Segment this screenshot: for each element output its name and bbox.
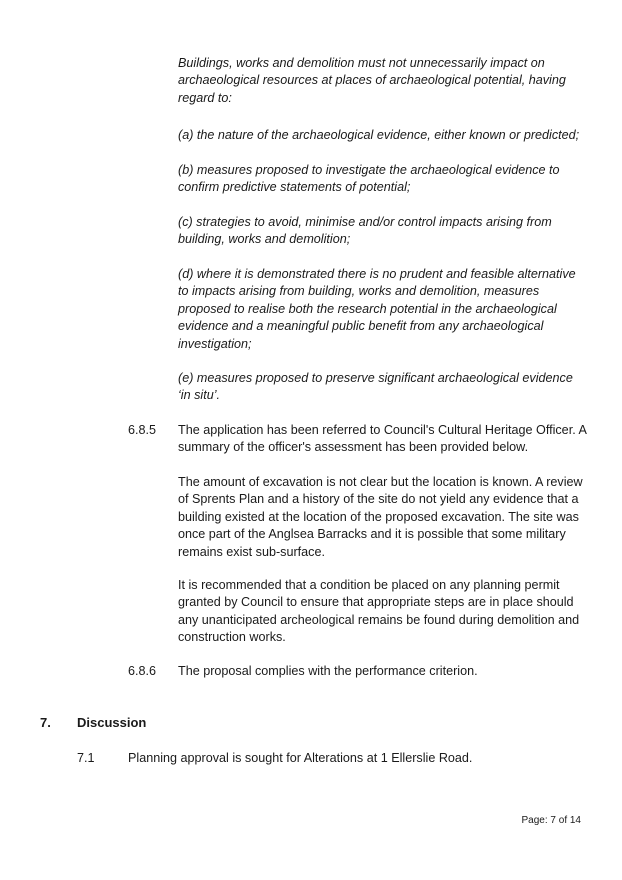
criterion-item-a: (a) the nature of the archaeological evidence, either known or predicted; bbox=[178, 128, 580, 142]
section-6-8-6-text: The proposal complies with the performance criterion. bbox=[178, 664, 478, 678]
section-7-number: 7. bbox=[40, 715, 51, 730]
section-number-6-8-5: 6.8.5 bbox=[128, 423, 157, 437]
section-6-8-5-text: The application has been referred to Council's Cultural Heritage Officer. A summary of the officer's assessment has been provided below. bbox=[178, 423, 587, 455]
page-number: Page: 7 of 14 bbox=[521, 815, 581, 826]
criterion-item-e: (e) measures proposed to preserve significant archaeological evidence ‘in situ’. bbox=[178, 371, 573, 403]
criterion-item-b: (b) measures proposed to investigate the archaeological evidence to confirm predictive statements of potential; bbox=[178, 163, 560, 195]
section-7-1-text: Planning approval is sought for Alterations at 1 Ellerslie Road. bbox=[128, 751, 473, 765]
officer-recommendation-paragraph: It is recommended that a condition be placed on any planning permit granted by Council to ensure that appropriate steps are in place should any unanticipated archeological remains be found during demolition and construction works. bbox=[178, 578, 580, 645]
officer-assessment-paragraph: The amount of excavation is not clear but the location is known. A review of Sprents Plan and a history of the site do not yield any evidence that a building existed at the location of the proposed excavation. The site was once part of the Anglsea Barracks and it is possible that some military remains exist sub-surface. bbox=[178, 475, 583, 559]
criterion-item-c: (c) strategies to avoid, minimise and/or control impacts arising from building, works and demolition; bbox=[178, 215, 552, 247]
section-7-heading: Discussion bbox=[77, 715, 147, 730]
section-number-7-1: 7.1 bbox=[77, 751, 95, 765]
section-number-6-8-6: 6.8.6 bbox=[128, 664, 157, 678]
criterion-item-d: (d) where it is demonstrated there is no prudent and feasible alternative to impacts arising from building, works and demolition, measures proposed to realise both the research potential in the archaeological evidence and a meaningful public benefit from any archaeological investigation; bbox=[178, 267, 576, 351]
criterion-intro: Buildings, works and demolition must not unnecessarily impact on archaeological resources at places of archaeological potential, having regard to: bbox=[178, 56, 566, 105]
